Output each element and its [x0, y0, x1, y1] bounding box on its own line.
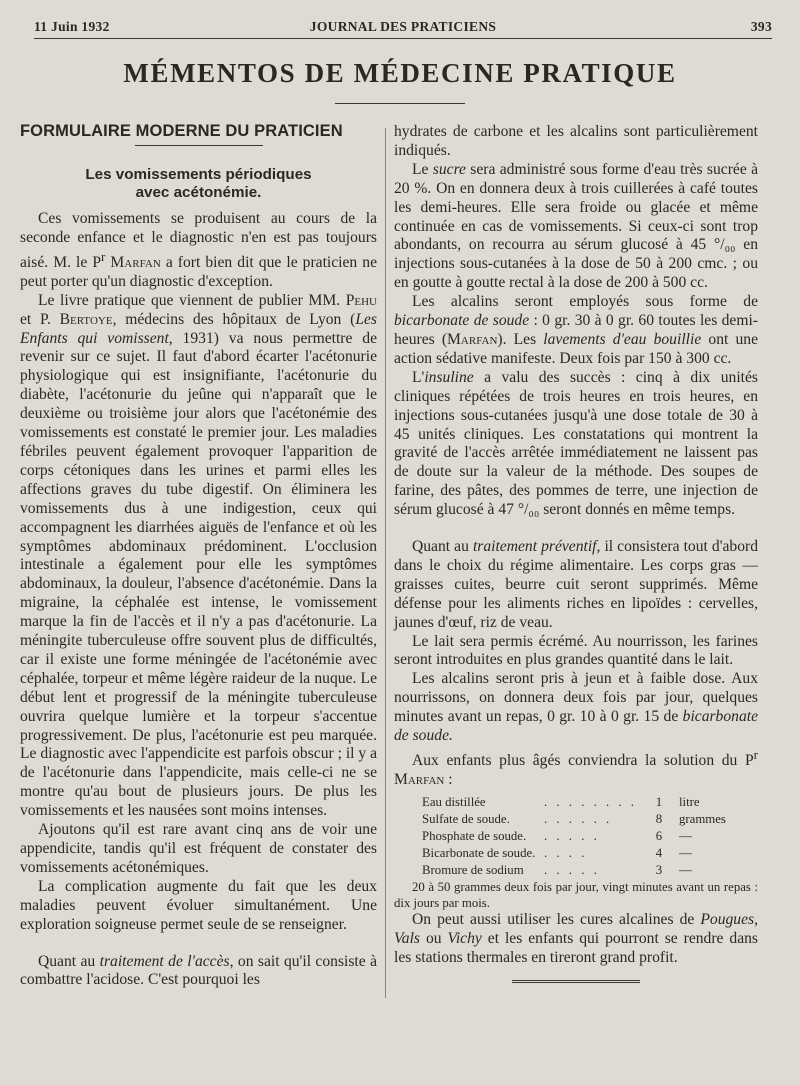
formula-row: Bicarbonate de soude. . . . . 4 — [422, 846, 692, 860]
issue-date: 11 Juin 1932 [34, 19, 110, 34]
journal-name: JOURNAL DES PRATICIENS [309, 19, 497, 34]
paragraph: On peut aussi utiliser les cures alcalines de Pougues, Vals ou Vichy et les enfants qui pourront se rendre dans les stations thermales en tireront grand profit. [394, 911, 758, 966]
subhead-line-1: Les vomissements périodiques [85, 165, 312, 183]
paragraph: Quant au traitement de l'accès, on sait qu'il consiste à combattre l'acidose. C'est pourquoi les [20, 952, 378, 989]
paragraph: Ajoutons qu'il est rare avant cinq ans de voir une appendicite, tandis qu'il est fréquent de constater des vomissements acétonémiques. [20, 821, 377, 876]
title-rule [335, 103, 465, 104]
formula-row: Bromure de sodium . . . . . 3 — [422, 863, 692, 877]
paragraph: Les alcalins seront employés sous forme de bicarbonate de soude : 0 gr. 30 à 0 gr. 60 toutes les demi-heures (Marfan). Les lavements d'eau bouillie ont une action sédative manifeste. Deux fois par 150 à 300 cc. [394, 293, 758, 367]
formula-row: Eau distillée . . . . . . . . 1 litre [422, 795, 700, 809]
running-header [34, 16, 772, 39]
formula-row: Sulfate de soude. . . . . . . 8 grammes [422, 812, 726, 826]
section-rule [135, 145, 263, 146]
paragraph: Le livre pratique que viennent de publier MM. Pehu et P. Bertoye, médecins des hôpitaux de Lyon (Les Enfants qui vomissent, 1931) va nous permettre de revenir sur ce sujet. Il faut d'abord écarter l'acétonurie physiologique qui est insignifiante, l'acétonurie du diabète, l'acétonurie du jeûne qui n'apparaît que le deuxième ou troisième jour alors que l'acétonémie des vomissements est constaté le premier jour. Les maladies fébriles peuvent également provoquer l'apparition de corps cétoniques dans les urines et parmi elles les affections graves du tube digestif. On éliminera les vomissements dus à une indigestion, ceux qui accompagnent les diarrhées aiguës de l'enfance et où les symptômes abdominaux prédominent. L'occlusion intestinale a également pour elle les symptômes abdominaux, la douleur, l'absence d'acétonémie. Dans la migraine, la céphalée est intense, le vomissement marque la fin de l'accès et il n'y a pas d'acétonurie. La méningite tuberculeuse offre souvent plus de difficultés, car il existe une forme méningée de l'acétonémie avec céphalée, torpeur et même légère raideur de la nuque. Le début lent et progressif de la méningite tuberculeuse ouvrira quelque lumière et la torpeur s'accentue progressivement. De plus, l'acétonurie est peu marquée. Le diagnostic avec l'appendicite est parfois obscur ; il y a de l'acétonurie dans l'appendicite, mais celle-ci ne se montre qu'au bout de plusieurs jours. De plus les vomissements et les nausées sont moins intenses. [20, 291, 378, 820]
paragraph: La complication augmente du fait que les deux maladies peuvent évoluer simultanément. Une exploration soigneuse permet seule de se renseigner. [20, 877, 377, 933]
formula-table [394, 794, 758, 879]
left-column [20, 120, 377, 990]
formula-row: Phosphate de soude. . . . . . 6 — [422, 829, 692, 843]
paragraph: Le lait sera permis écrémé. Au nourrisson, les farines seront introduites en plus grandes quantité dans le lait. [394, 632, 758, 669]
paragraph: hydrates de carbone et les alcalins sont particulièrement indiqués. [394, 123, 758, 159]
page-number: 393 [750, 19, 772, 34]
paragraph: Aux enfants plus âgés conviendra la solution du $P^r$ Marfan : [394, 747, 758, 789]
end-rule [512, 980, 640, 985]
section-title: FORMULAIRE MODERNE DU PRATICIEN [20, 122, 343, 140]
paragraph: Le sucre sera administré sous forme d'eau très sucrée à 20 %. On en donnera deux à trois cuillerées à café toutes les demi-heures. Elle sera froide ou glacée et même continuée en cas de vomissements. Si ceux-ci sont trop abondants, on recourra au sérum glucosé à 45 °/₀₀ en injections sous-cutanées à la dose de 50 à 200 cmc. ; ou en goutte à goutte rectal à la dose de 200 à 500 cc. [394, 160, 758, 292]
subhead-line-2: avec acétonémie. [135, 183, 262, 201]
paragraph: Quant au traitement préventif, il consistera tout d'abord dans le choix du régime alimentaire. Les corps gras — graisses cuites, beurre cuit seront supprimés. Même défense pour les aliments riches en lipoïdes : cervelles, jaunes d'œuf, riz de veau. [394, 538, 759, 631]
column-divider [385, 128, 386, 998]
paragraph: L'insuline a valu des succès : cinq à dix unités cliniques répétées de trois heures en trois heures, en injections sous-cutanées jusqu'à une dose totale de 30 à 45 unités cliniques. Les constatations qui montrent la gravité de l'accès arrêtée immédiatement ne laissent pas de doute sur la valeur de la méthode. Des soupes de farine, des pâtes, des pommes de terre, une injection de sérum glucosé à 47 °/₀₀ seront donnés en même temps. [394, 368, 758, 519]
page-title: MÉMENTOS DE MÉDECINE PRATIQUE [123, 58, 677, 88]
paragraph: Ces vomissements se produisent au cours de la seconde enfance et le diagnostic n'en est pas toujours aisé. M. le $P^r$ Marfan a fort bien dit que le praticien ne peut porter qu'un diagnostic d'exception. [20, 209, 378, 290]
paragraph: Les alcalins seront pris à jeun et à faible dose. Aux nourrissons, on donnera deux fois par jour, quelques minutes avant un repas, 0 gr. 10 à 0 gr. 15 de bicarbonate de soude. [394, 670, 758, 745]
right-column [394, 123, 758, 985]
formula-note: 20 à 50 grammes deux fois par jour, vingt minutes avant un repas : dix jours par mois. [394, 880, 758, 910]
article-subhead [20, 166, 377, 202]
